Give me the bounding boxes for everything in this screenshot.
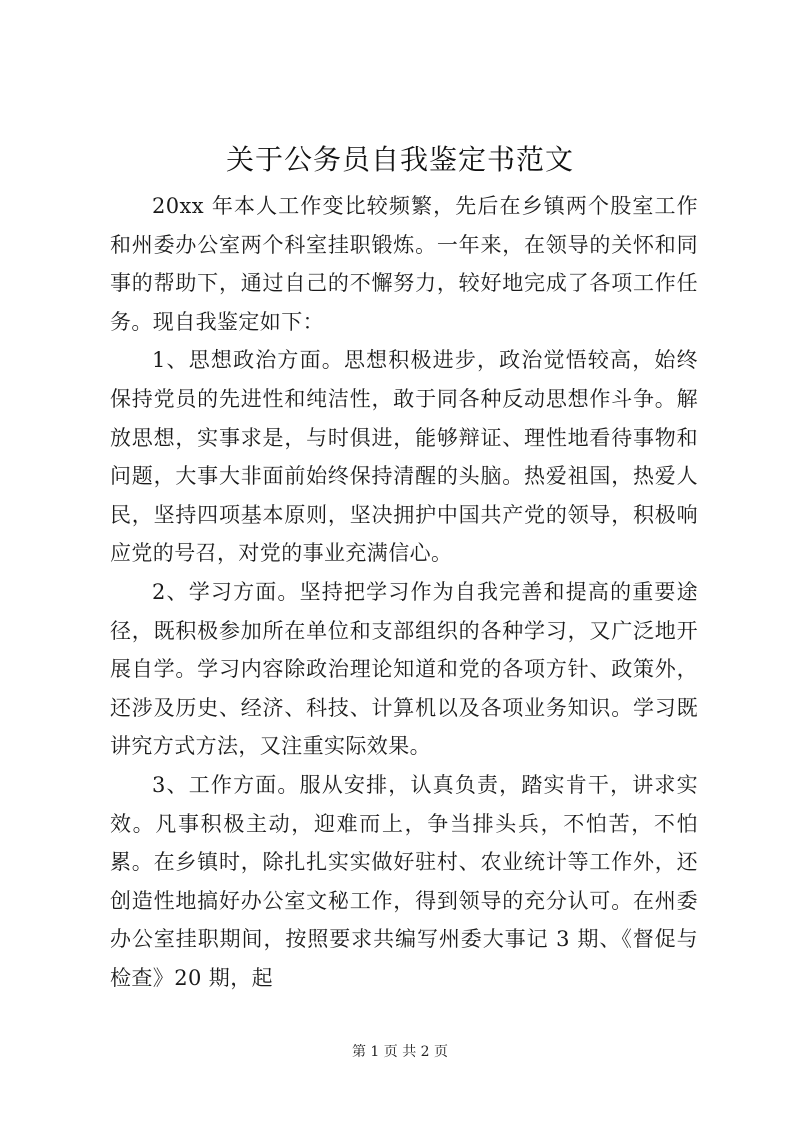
paragraph-study: 2、学习方面。坚持把学习作为自我完善和提高的重要途径，既积极参加所在单位和支部组织的各种学习，又广泛地开展自学。学习内容除政治理论知道和党的各项方针、政策外，还涉及历史、经济、科技、计算机以及各项业务知识。学习既讲究方式方法，又注重实际效果。 [110,579,698,759]
document-title: 关于公务员自我鉴定书范文 [225,143,574,176]
paragraph-intro: 20xx 年本人工作变比较频繁，先后在乡镇两个股室工作和州委办公室两个科室挂职锻炼。一年来，在领导的关怀和同事的帮助下，通过自己的不懈努力，较好地完成了各项工作任务。现自我鉴定如下： [110,194,698,334]
page-indicator: 第 1 页 共 2 页 [351,1044,449,1060]
paragraph-work: 3、工作方面。服从安排，认真负责，踏实肯干，讲求实效。凡事积极主动，迎难而上，争当排头兵，不怕苦，不怕累。在乡镇时，除扎扎实实做好驻村、农业统计等工作外，还创造性地搞好办公室文秘工作，得到领导的充分认可。在州委办公室挂职期间，按照要求共编写州委大事记 3 期、《督促与检查》20 期，起 [110,772,698,990]
document-body [110,187,698,997]
paragraph-political: 1、思想政治方面。思想积极进步，政治觉悟较高，始终保持党员的先进性和纯洁性，敢于同各种反动思想作斗争。解放思想，实事求是，与时俱进，能够辩证、理性地看待事物和问题，大事大非面前始终保持清醒的头脑。热爱祖国，热爱人民，坚持四项基本原则，坚决拥护中国共产党的领导，积极响应党的号召，对党的事业充满信心。 [110,348,698,566]
